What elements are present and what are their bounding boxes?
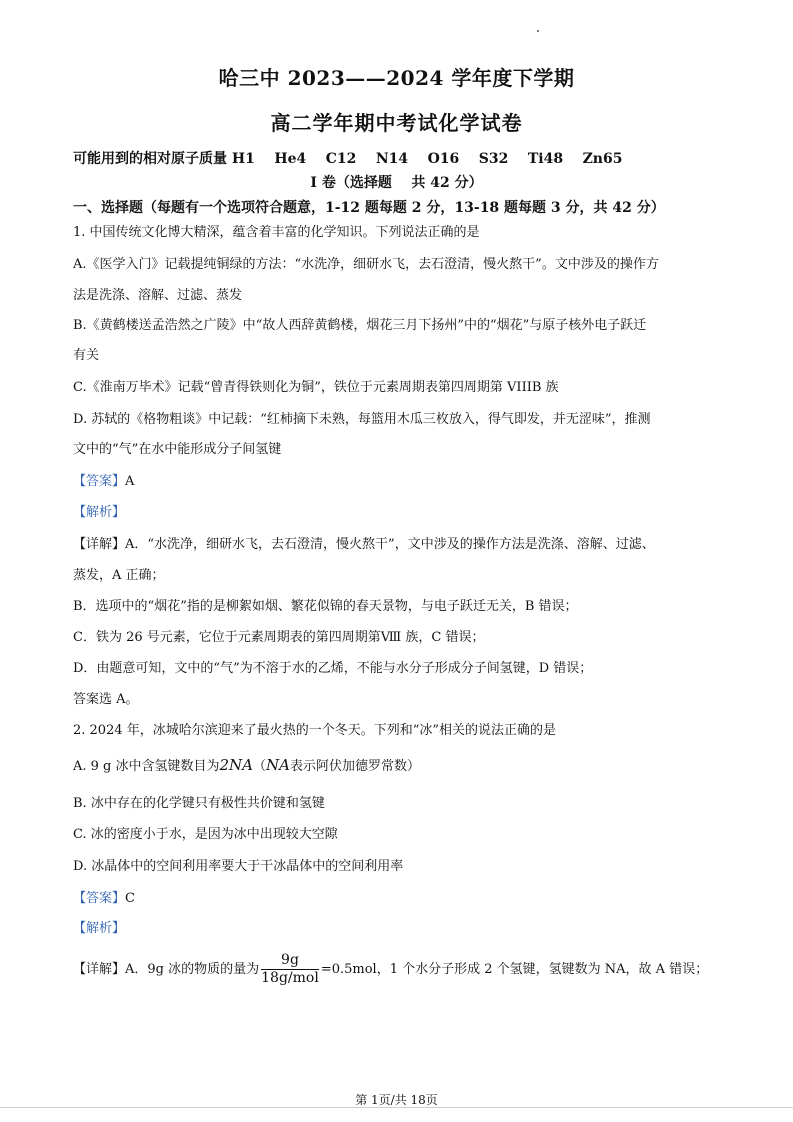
q1-detail-a-line2: 蒸发，A 正确；: [73, 568, 165, 583]
exam-title-line1: 哈三中 2023——2024 学年度下学期: [218, 66, 575, 90]
answer-tag: 【答案】: [73, 474, 126, 489]
fraction: [261, 952, 319, 987]
scan-dot: [537, 30, 539, 32]
section-title: 一、选择题（每题有一个选项符合题意，1-12 题每题 2 分，13-18 题每题 3 分，共 42 分）: [73, 200, 665, 216]
q1-answer: [73, 473, 134, 491]
q2-option-c: C. 冰的密度小于水，是因为冰中出现较大空隙: [73, 827, 338, 842]
detail-text: A．“水洗净，细研水飞，去石澄清，慢火熬干”，文中涉及的操作方法是洗涤、溶解、过滤、: [125, 537, 655, 552]
q1-option-b-line2: 有关: [73, 348, 100, 363]
fraction-numerator: 9g: [261, 952, 319, 970]
fraction-denominator: 18g/mol: [261, 970, 319, 986]
detail-text: A．9g 冰的物质的量为: [125, 962, 260, 977]
q1-detail-a-line1: [73, 536, 655, 554]
q2-analysis: [73, 920, 125, 938]
detail-tag: 【详解】: [73, 962, 126, 977]
math-2na: 2NA: [219, 756, 254, 774]
q2-option-a-paren: （: [253, 759, 267, 774]
exam-title-line2: 高二学年期中考试化学试卷: [270, 111, 523, 135]
answer-value: C: [125, 891, 135, 906]
q2-option-a: [73, 756, 420, 776]
q1-conclusion: 答案选 A。: [73, 692, 139, 707]
footer-divider: [0, 1107, 793, 1108]
q2-detail-a: [73, 951, 708, 989]
analysis-tag: 【解析】: [73, 921, 126, 936]
analysis-tag: 【解析】: [73, 505, 126, 520]
q1-option-b-line1: B.《黄鹤楼送孟浩然之广陵》中“故人西辞黄鹤楼，烟花三月下扬州”中的“烟花”与原子核外电子跃迁: [73, 318, 647, 333]
q1-option-a-line2: 法是洗涤、溶解、过滤、蒸发: [73, 288, 243, 303]
q1-detail-b: B．选项中的“烟花”指的是柳絮如烟、繁花似锦的春天景物，与电子跃迁无关，B 错误；: [73, 599, 578, 614]
q2-option-a-note: 表示阿伏加德罗常数）: [290, 759, 421, 774]
q1-option-d-line1: D. 苏轼的《格物粗谈》中记载：“红柿摘下未熟，每篮用木瓜三枚放入，得气即发，并无涩味”，推测: [73, 412, 651, 427]
q1-detail-d: D．由题意可知，文中的“气”为不溶于水的乙烯，不能与水分子形成分子间氢键，D 错误；: [73, 661, 593, 676]
q2-option-d: D. 冰晶体中的空间利用率要大于干冰晶体中的空间利用率: [73, 859, 404, 874]
q1-option-a-line1: A.《医学入门》记载提纯铜绿的方法：“水洗净，细研水飞，去石澄清，慢火熬干”。文中涉及的操作方: [73, 257, 659, 272]
math-na: NA: [266, 756, 291, 774]
detail-text-cont: =0.5mol，1 个水分子形成 2 个氢键，氢键数为 NA，故 A 错误；: [320, 962, 709, 977]
q2-stem: 2. 2024 年，冰城哈尔滨迎来了最火热的一个冬天。下列和“冰”相关的说法正确的是: [73, 723, 557, 738]
q2-option-a-text: A. 9 g 冰中含氢键数目为: [73, 759, 220, 774]
q1-stem: 1. 中国传统文化博大精深，蕴含着丰富的化学知识。下列说法正确的是: [73, 225, 480, 240]
answer-value: A: [125, 474, 135, 489]
q2-option-b: B. 冰中存在的化学键只有极性共价键和氢键: [73, 796, 325, 811]
q1-detail-c: C．铁为 26 号元素，它位于元素周期表的第四周期第Ⅷ 族，C 错误；: [73, 630, 485, 645]
answer-tag: 【答案】: [73, 891, 126, 906]
q1-option-d-line2: 文中的“气”在水中能形成分子间氢键: [73, 442, 282, 457]
q1-option-c: C.《淮南万毕术》记载“曾青得铁则化为铜”，铁位于元素周期表第四周期第 VIIIB 族: [73, 380, 559, 395]
atomic-masses: 可能用到的相对原子质量 H1 He4 C12 N14 O16 S32 Ti48 Zn65: [73, 151, 623, 167]
page-number: 第 1页/共 18页: [355, 1093, 438, 1107]
volume-title: I 卷（选择题 共 42 分）: [310, 175, 483, 191]
q2-answer: [73, 890, 135, 908]
detail-tag: 【详解】: [73, 537, 126, 552]
q1-analysis: [73, 504, 125, 522]
